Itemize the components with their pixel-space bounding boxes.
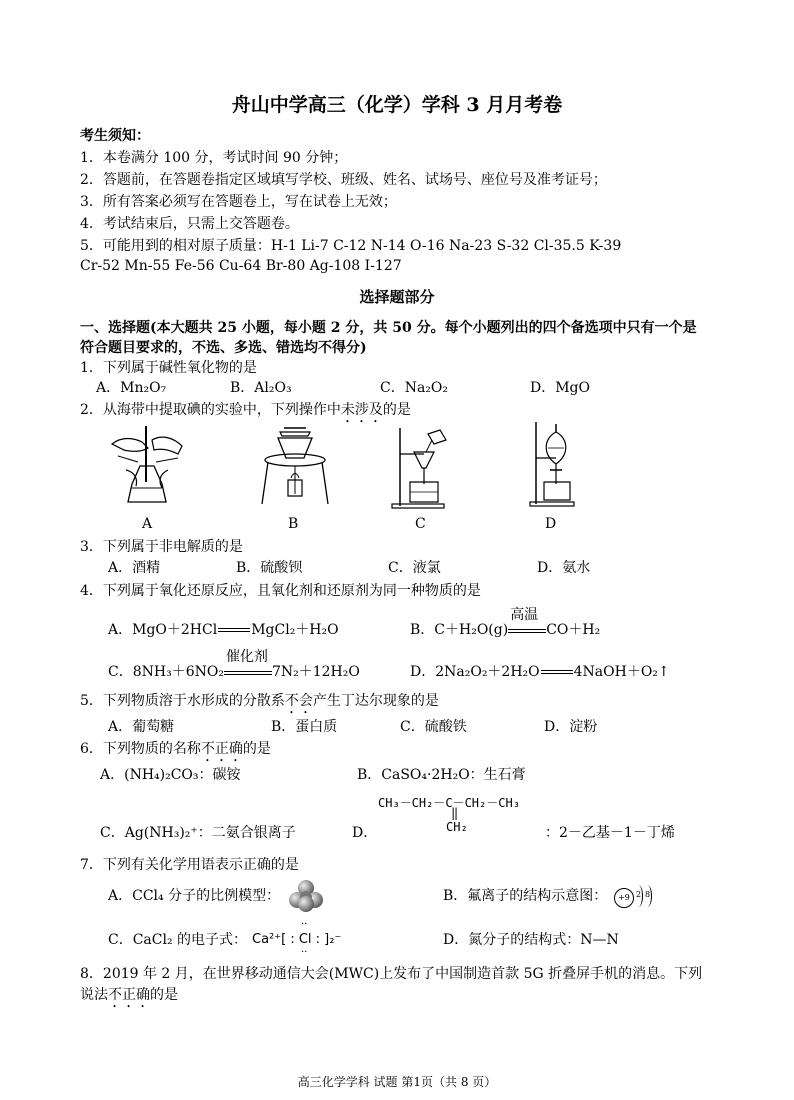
fluoride-ion-structure-diagram bbox=[614, 885, 658, 907]
q4-option-a: A．MgO＋2HCl MgCl₂＋H₂O bbox=[108, 622, 339, 638]
q6-d-structure-bottom: CH₂ bbox=[446, 820, 468, 834]
notice-item-4: 4．考试结束后，只需上交答题卷。 bbox=[80, 216, 299, 232]
q7-option-b: B．氟离子的结构示意图： bbox=[443, 888, 608, 904]
q5-option-c: C．硫酸铁 bbox=[400, 719, 467, 735]
q3-option-a: A．酒精 bbox=[108, 560, 161, 576]
figure-a-label: A bbox=[142, 516, 153, 532]
figure-d-separatory-funnel-image bbox=[526, 418, 582, 510]
q2-stem: 2．从海带中提取碘的实验中，下列操作中未涉及的是 bbox=[80, 402, 411, 418]
cacl2-top-electrons: ·· bbox=[301, 919, 308, 930]
q3-stem: 3．下列属于非电解质的是 bbox=[80, 539, 243, 555]
q6-stem: 6．下列物质的名称不正确的是 bbox=[80, 741, 271, 757]
notice-item-3: 3．所有答案必须写在答题卷上，写在试卷上无效； bbox=[80, 194, 397, 210]
part-intro-line1: 一、选择题(本大题共 25 小题，每小题 2 分，共 50 分。每个小题列出的四个备选项中只有一个是 bbox=[80, 320, 697, 336]
q7-option-c: C．CaCl₂ 的电子式： bbox=[108, 932, 248, 948]
q1-option-d: D．MgO bbox=[530, 380, 590, 396]
section-title: 选择题部分 bbox=[359, 288, 435, 306]
q5-stem: 5．下列物质溶于水形成的分散系不会产生丁达尔现象的是 bbox=[80, 693, 439, 709]
q8-line2: 说法不正确的是 bbox=[80, 987, 178, 1003]
q5-option-b: B．蛋白质 bbox=[271, 719, 338, 735]
q6-option-b: B．CaSO₄·2H₂O：生石膏 bbox=[357, 767, 526, 783]
q4-d-equals-sign bbox=[541, 670, 573, 674]
figure-d-label: D bbox=[545, 516, 557, 532]
q4-option-b: B．C＋H₂O(g) 高温 CO＋H₂ bbox=[410, 607, 601, 638]
fluoride-shell-2: 8 bbox=[645, 890, 651, 899]
q1-option-b: B．Al₂O₃ bbox=[230, 380, 292, 396]
q8-line1: 8．2019 年 2 月，在世界移动通信大会(MWC)上发布了中国制造首款 5G 折叠屏手机的消息。下列 bbox=[80, 966, 703, 982]
q6-option-d: D． bbox=[352, 825, 378, 841]
q7-stem: 7．下列有关化学用语表示正确的是 bbox=[80, 857, 299, 873]
q6-option-c: C．Ag(NH₃)₂⁺：二氨合银离子 bbox=[100, 825, 296, 841]
ccl4-space-filling-model-image bbox=[289, 880, 323, 912]
notice-item-5: 5．可能用到的相对原子质量：H-1 Li-7 C-12 N-14 O-16 Na-23 S-32 Cl-35.5 K-39 bbox=[80, 238, 622, 254]
fluoride-shell-1: 2 bbox=[636, 890, 642, 899]
figure-a-titration-image bbox=[108, 426, 186, 508]
q1-option-a: A．Mn₂O₇ bbox=[96, 380, 167, 396]
q4-stem: 4．下列属于氧化还原反应，且氧化剂和还原剂为同一种物质的是 bbox=[80, 583, 481, 599]
q6-d-double-bond: ‖ bbox=[451, 806, 459, 820]
page-title: 舟山中学高三（化学）学科 3 月月考卷 bbox=[231, 94, 563, 116]
figure-c-filtration-image bbox=[388, 424, 452, 510]
q3-option-d: D．氨水 bbox=[537, 560, 591, 576]
figure-b-crucible-image bbox=[258, 424, 332, 510]
q4-c-condition-arrow: 催化剂 bbox=[224, 665, 272, 679]
part-intro-line2: 符合题目要求的，不选、多选、错选均不得分) bbox=[80, 340, 367, 356]
q6-d-structure-top: CH₃－CH₂－C－CH₂－CH₃ bbox=[378, 796, 520, 810]
figure-c-label: C bbox=[415, 516, 426, 532]
cacl2-electron-formula: Ca²⁺[ : Cl : ]₂⁻ bbox=[252, 932, 342, 947]
q5-option-d: D．淀粉 bbox=[544, 719, 598, 735]
q1-option-c: C．Na₂O₂ bbox=[380, 380, 449, 396]
q5-option-a: A．葡萄糖 bbox=[108, 719, 175, 735]
cacl2-bottom-electrons: ·· bbox=[301, 947, 308, 958]
figure-b-label: B bbox=[288, 516, 299, 532]
q3-option-c: C．液氯 bbox=[388, 560, 441, 576]
q4-a-equals-sign bbox=[218, 628, 250, 632]
q6-option-a: A．(NH₄)₂CO₃：碳铵 bbox=[100, 767, 241, 783]
fluoride-nucleus: +9 bbox=[614, 888, 634, 908]
q4-option-d: D．2Na₂O₂＋2H₂O 4NaOH＋O₂↑ bbox=[410, 664, 670, 680]
page-footer: 高三化学学科 试题 第1页（共 8 页） bbox=[297, 1075, 497, 1089]
notice-item-2: 2．答题前，在答题卷指定区域填写学校、班级、姓名、试场号、座位号及准考证号； bbox=[80, 172, 607, 188]
notice-item-5-cont: Cr-52 Mn-55 Fe-56 Cu-64 Br-80 Ag-108 I-127 bbox=[80, 258, 402, 274]
notice-heading: 考生须知： bbox=[80, 128, 150, 144]
q4-b-condition-arrow: 高温 bbox=[508, 623, 546, 637]
q7-option-a: A．CCl₄ 分子的比例模型： bbox=[108, 888, 281, 904]
q3-option-b: B．硫酸钡 bbox=[236, 560, 303, 576]
q4-option-c: C．8NH₃＋6NO₂ 催化剂 7N₂＋12H₂O bbox=[108, 649, 360, 680]
q1-stem: 1．下列属于碱性氧化物的是 bbox=[80, 360, 257, 376]
q7-option-d: D．氮分子的结构式：N—N bbox=[443, 932, 619, 948]
q6-d-name: ：2－乙基－1－丁烯 bbox=[545, 825, 675, 841]
notice-item-1: 1．本卷满分 100 分，考试时间 90 分钟； bbox=[80, 150, 348, 166]
